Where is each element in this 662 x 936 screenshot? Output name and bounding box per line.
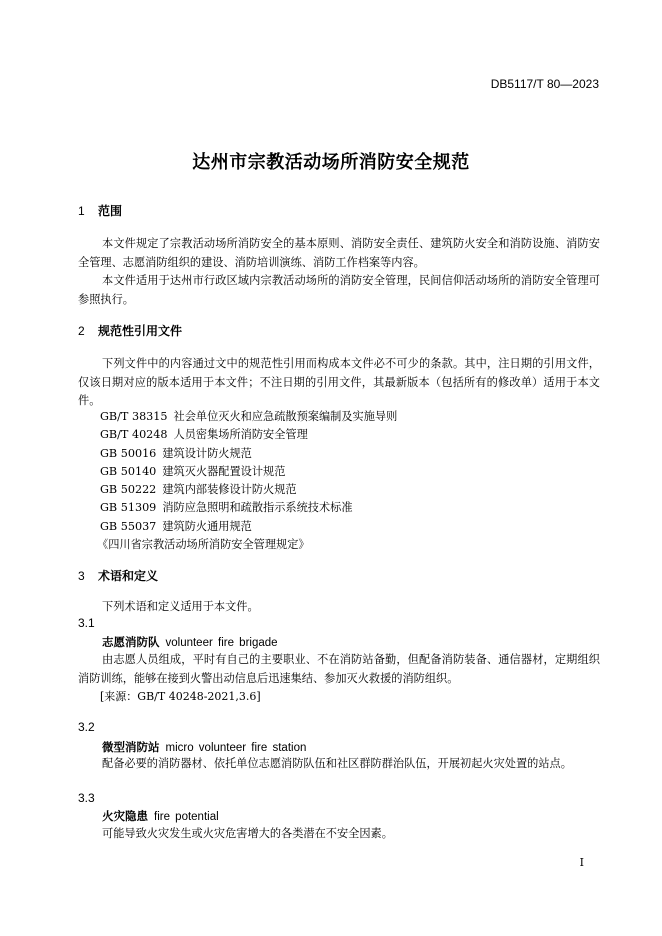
reference-item: GB/T 40248 人员密集场所消防安全管理 bbox=[100, 428, 308, 442]
term-definition: 可能导致火灾发生或火灾危害增大的各类潜在不安全因素。 bbox=[102, 827, 393, 840]
section-3-intro: 下列术语和定义适用于本文件。 bbox=[102, 600, 259, 613]
term-zh: 火灾隐患 bbox=[102, 809, 148, 823]
term-definition: 配备必要的消防器材、依托单位志愿消防队伍和社区群防群治队伍，开展初起火灾处置的站点。 bbox=[102, 757, 572, 770]
term-source: [来源：GB/T 40248-2021,3.6] bbox=[100, 690, 261, 703]
section-2-heading bbox=[78, 322, 182, 339]
term-zh: 志愿消防队 bbox=[102, 635, 160, 649]
term-heading bbox=[102, 739, 306, 755]
document-title: 达州市宗教活动场所消防安全规范 bbox=[192, 152, 470, 173]
term-heading bbox=[102, 634, 278, 650]
term-heading bbox=[102, 808, 219, 824]
section-1-paragraph-2: 本文件适用于达州市行政区域内宗教活动场所的消防安全管理，民间信仰活动场所的消防安全管理可参照执行。 bbox=[78, 274, 600, 306]
standard-number: DB5117/T 80—2023 bbox=[490, 77, 599, 91]
term-definition: 由志愿人员组成，平时有自己的主要职业、不在消防站备勤，但配备消防装备、通信器材，定期组织消防训练，能够在接到火警出动信息后迅速集结、参加灭火救援的消防组织。 bbox=[78, 653, 600, 685]
reference-item: GB 50140 建筑灭火器配置设计规范 bbox=[100, 464, 286, 478]
section-3-title: 术语和定义 bbox=[98, 569, 159, 583]
term-en: fire potential bbox=[154, 811, 219, 823]
section-3-number: 3 bbox=[78, 569, 85, 583]
section-3-heading bbox=[78, 567, 158, 584]
section-2-number: 2 bbox=[78, 324, 85, 338]
section-2-title: 规范性引用文件 bbox=[98, 324, 183, 338]
reference-item: 《四川省宗教活动场所消防安全管理规定》 bbox=[97, 538, 310, 552]
term-en: volunteer fire brigade bbox=[165, 637, 278, 649]
term-number: 3.1 bbox=[78, 616, 95, 630]
reference-item: GB/T 38315 社会单位灭火和应急疏散预案编制及实施导则 bbox=[100, 410, 398, 423]
reference-item: GB 55037 建筑防火通用规范 bbox=[100, 519, 252, 533]
reference-item: GB 51309 消防应急照明和疏散指示系统技术标准 bbox=[100, 501, 353, 515]
reference-list bbox=[97, 408, 398, 554]
term-en: micro volunteer fire station bbox=[165, 742, 307, 754]
section-1-title: 范围 bbox=[98, 204, 123, 218]
term-zh: 微型消防站 bbox=[102, 740, 160, 754]
term-number: 3.3 bbox=[78, 791, 95, 805]
term-number: 3.2 bbox=[78, 720, 95, 734]
page-number: I bbox=[579, 856, 584, 869]
section-2-intro: 下列文件中的内容通过文中的规范性引用而构成本文件必不可少的条款。其中，注日期的引用文件，仅该日期对应的版本适用于本文件；不注日期的引用文件，其最新版本（包括所有的修改单）适用于本文件。 bbox=[78, 357, 600, 407]
section-1-paragraph-1: 本文件规定了宗教活动场所消防安全的基本原则、消防安全责任、建筑防火安全和消防设施、消防安全管理、志愿消防组织的建设、消防培训演练、消防工作档案等内容。 bbox=[78, 237, 600, 269]
section-1-heading bbox=[78, 202, 122, 219]
section-1-number: 1 bbox=[78, 204, 85, 218]
reference-item: GB 50016 建筑设计防火规范 bbox=[100, 446, 252, 460]
reference-item: GB 50222 建筑内部装修设计防火规范 bbox=[100, 483, 297, 497]
